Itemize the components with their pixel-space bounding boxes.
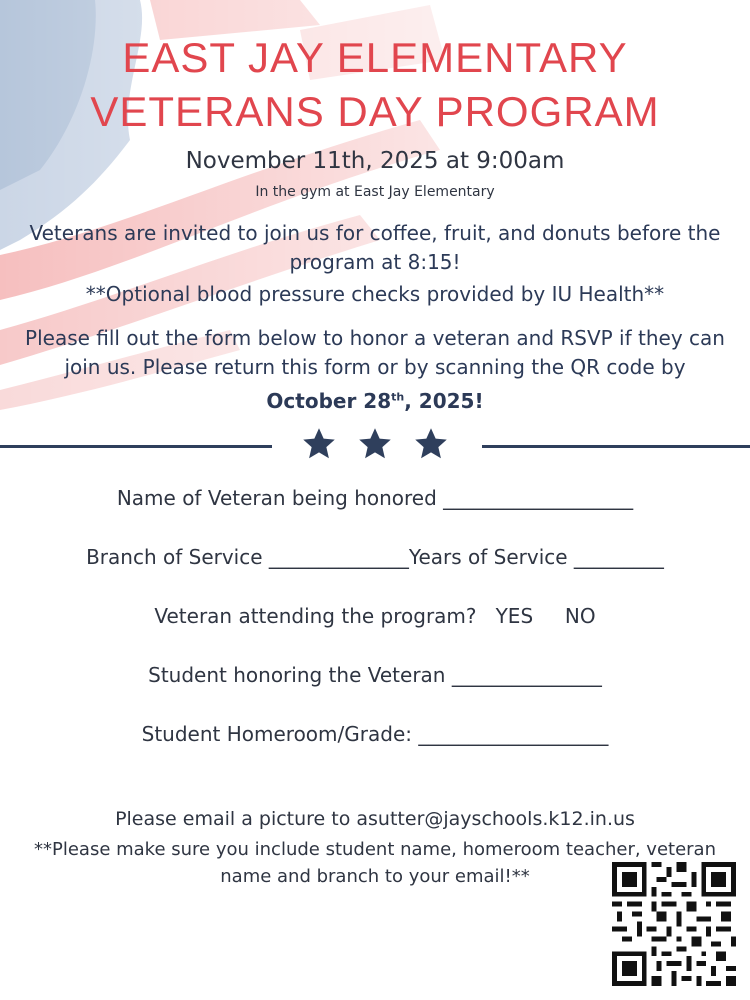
email-instructions: Please email a picture to asutter@jayschools.k12.in.us: [115, 808, 635, 830]
instructions-text: Please fill out the form below to honor a veteran and RSVP if they can join us. Please return this form or by scanning the QR code by: [25, 326, 725, 379]
page-title-line2: VETERANS DAY PROGRAM: [90, 88, 660, 135]
star-icon: [357, 426, 393, 462]
event-location: In the gym at East Jay Elementary: [255, 184, 495, 200]
deadline: October 28th, 2025!: [266, 388, 484, 413]
qr-code[interactable]: [612, 862, 736, 986]
star-icon: [301, 426, 337, 462]
blood-pressure-note: **Optional blood pressure checks provided by IU Health**: [85, 282, 665, 306]
attending-field[interactable]: Veteran attending the program? YES NO: [154, 604, 596, 628]
invitation-text: Veterans are invited to join us for coffee, fruit, and donuts before the program at 8:15!: [29, 221, 721, 274]
divider-left: [0, 445, 272, 448]
star-icon: [413, 426, 449, 462]
event-date: November 11th, 2025 at 9:00am: [185, 148, 565, 174]
homeroom-field[interactable]: Student Homeroom/Grade: ___________________: [141, 722, 609, 746]
branch-years-field[interactable]: Branch of Service ______________Years of Service _________: [86, 545, 664, 569]
email-note: **Please make sure you include student name, homeroom teacher, veteran name and branch to your email!**: [33, 839, 716, 887]
veteran-name-field[interactable]: Name of Veteran being honored ___________________: [116, 486, 634, 510]
instructions: [20, 324, 730, 416]
student-field[interactable]: Student honoring the Veteran _______________: [148, 663, 602, 687]
divider-right: [482, 445, 750, 448]
page-title-line1: EAST JAY ELEMENTARY: [122, 34, 628, 81]
